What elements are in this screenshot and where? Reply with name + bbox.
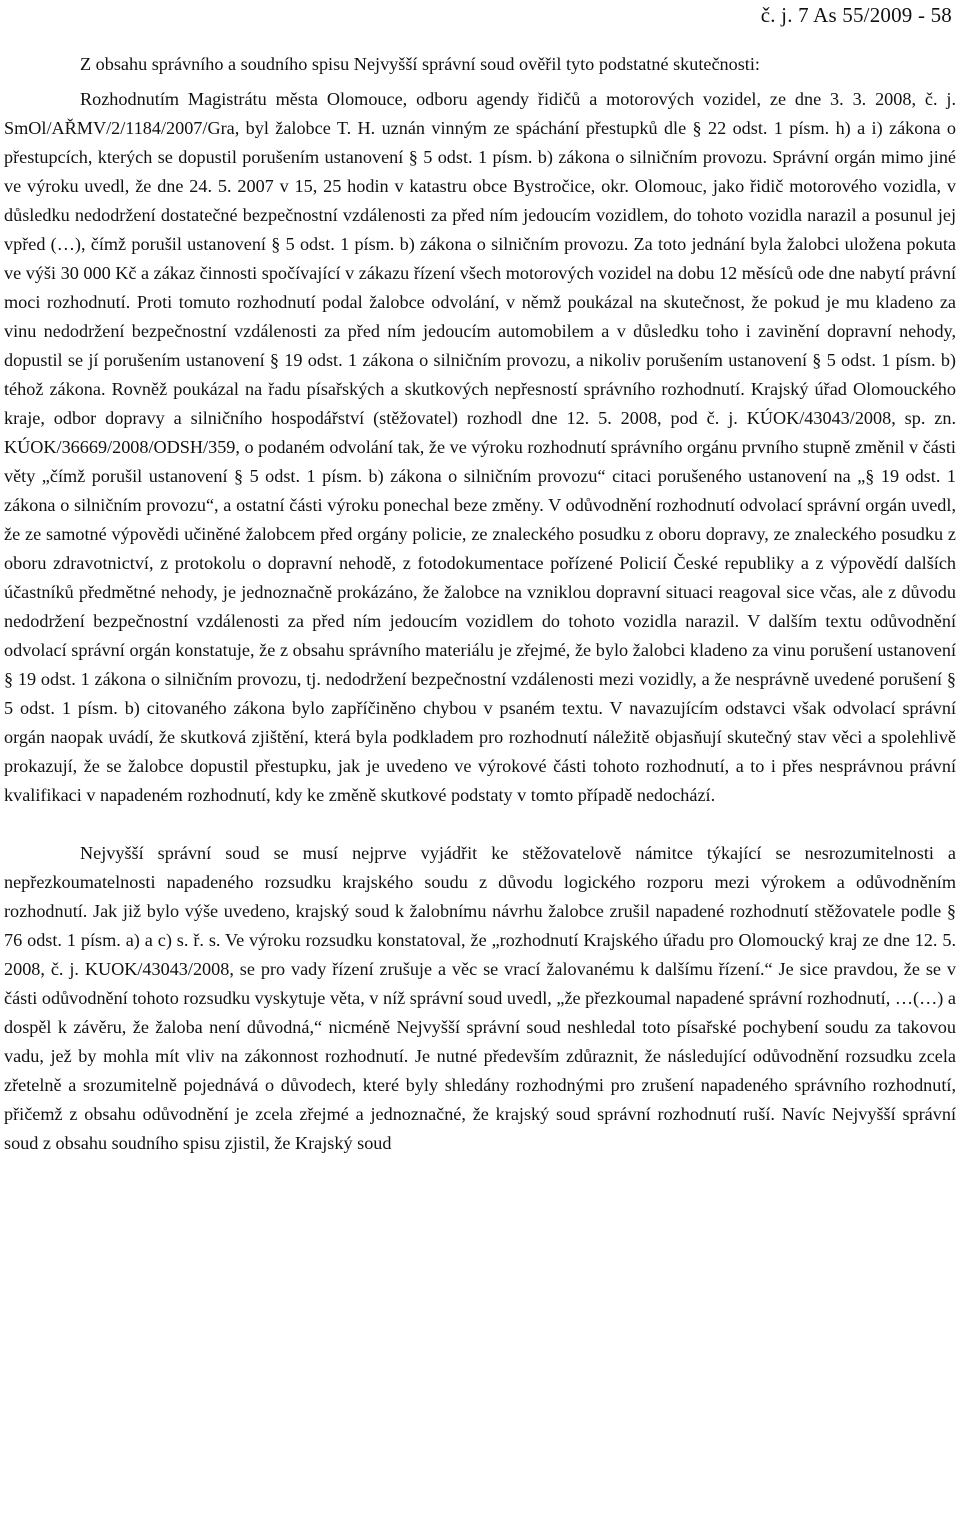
paragraph-facts: Rozhodnutím Magistrátu města Olomouce, odboru agendy řidičů a motorových vozidel, ze dne 3. 3. 2008, č. j. SmOl/AŘMV/2/1184/2007/Gra, byl žalobce T. H. uznán vinným ze spáchání přestupků dle § 22 odst. 1 písm. h) a i) zákona o přestupcích, kterých se dopustil porušením ustanovení § 5 odst. 1 písm. b) zákona o silničním provozu. Správní orgán mimo jiné ve výroku uvedl, že dne 24. 5. 2007 v 15, 25 hodin v katastru obce Bystročice, okr. Olomouc, jako řidič motorového vozidla, v důsledku nedodržení dostatečné bezpečnostní vzdálenosti za před ním jedoucím vozidlem, do tohoto vozidla narazil a posunul jej vpřed (…), čímž porušil ustanovení § 5 odst. 1 písm. b) zákona o silničním provozu. Za toto jednání byla žalobci uložena pokuta ve výši 30 000 Kč a zákaz činnosti spočívající v zákazu řízení všech motorových vozidel na dobu 12 měsíců ode dne nabytí právní moci rozhodnutí. Proti tomuto rozhodnutí podal žalobce odvolání, v němž poukázal na skutečnost, že pokud je mu kladeno za vinu nedodržení bezpečnostní vzdálenosti za před ním jedoucím automobilem a v důsledku toho i zavinění dopravní nehody, dopustil se jí porušením ustanovení § 19 odst. 1 zákona o silničním provozu, a nikoliv porušením ustanovení § 5 odst. 1 písm. b) téhož zákona. Rovněž poukázal na řadu písařských a skutkových nepřesností správního rozhodnutí. Krajský úřad Olomouckého kraje, odbor dopravy a silničního hospodářství (stěžovatel) rozhodl dne 12. 5. 2008, pod č. j. KÚOK/43043/2008, sp. zn. KÚOK/36669/2008/ODSH/359, o podaném odvolání tak, že ve výroku rozhodnutí správního orgánu prvního stupně změnil v části věty „čímž porušil ustanovení § 5 odst. 1 písm. b) zákona o silničním provozu“ citaci porušeného ustanovení na „§ 19 odst. 1 zákona o silničním provozu“, a ostatní části výroku ponechal beze změny. V odůvodnění rozhodnutí odvolací správní orgán uvedl, že ze samotné výpovědi učiněné žalobcem před orgány policie, ze znaleckého posudku z oboru dopravy, ze znaleckého posudku z oboru zdravotnictví, z protokolu o dopravní nehodě, z fotodokumentace pořízené Policií České republiky a z výpovědí dalších účastníků předmětné nehody, je jednoznačně prokázáno, že žalobce na vzniklou dopravní situaci reagoval sice včas, ale z důvodu nedodržení bezpečnostní vzdálenosti za před ním jedoucím vozidlem do tohoto vozidla narazil. V dalším textu odůvodnění odvolací správní orgán konstatuje, že z obsahu správního materiálu je zřejmé, že bylo žalobci kladeno za vinu porušení ustanovení § 19 odst. 1 zákona o silničním provozu, tj. nedodržení bezpečnostní vzdálenosti mezi vozidly, a že nesprávně uvedené porušení § 5 odst. 1 písm. b) citovaného zákona bylo zapříčiněno chybou v psaném textu. V navazujícím odstavci však odvolací správní orgán naopak uvádí, že skutková zjištění, která byla podkladem pro rozhodnutí náležitě objasňují skutečný stav věci a spolehlivě prokazují, že se žalobce dopustil přestupku, jak je uvedeno ve výrokové části tohoto rozhodnutí, a to i přes nesprávnou právní kvalifikaci v napadeném rozhodnutí, kdy ke změně skutkové podstaty v tomto případě nedochází. [4,89,956,805]
paragraph-court-assessment: Nejvyšší správní soud se musí nejprve vyjádřit ke stěžovatelově námitce týkající se nesrozumitelnosti a nepřezkoumatelnosti napadeného rozsudku krajského soudu z důvodu logického rozporu mezi výrokem a odůvodněním rozhodnutí. Jak již bylo výše uvedeno, krajský soud k žalobnímu návrhu žalobce zrušil napadené rozhodnutí stěžovatele podle § 76 odst. 1 písm. a) a c) s. ř. s. Ve výroku rozsudku konstatoval, že „rozhodnutí Krajského úřadu pro Olomoucký kraj ze dne 12. 5. 2008, č. j. KUOK/43043/2008, se pro vady řízení zrušuje a věc se vrací žalovanému k dalšímu řízení.“ Je sice pravdou, že se v části odůvodnění tohoto rozsudku vyskytuje věta, v níž správní soud uvedl, „že přezkoumal napadené správní rozhodnutí, …(…) a dospěl k závěru, že žaloba není důvodná,“ nicméně Nejvyšší správní soud neshledal toto písařské pochybení soudu za takovou vadu, jež by mohla mít vliv na zákonnost rozhodnutí. Je nutné především zdůraznit, že následující odůvodnění rozsudku zcela zřetelně a srozumitelně pojednává o důvodech, které byly shledány rozhodnými pro zrušení napadeného správního rozhodnutí, přičemž z obsahu odůvodnění je zcela zřejmé a jednoznačné, že krajský soud správní rozhodnutí ruší. Navíc Nejvyšší správní soud z obsahu soudního spisu zjistil, že Krajský soud [4,843,956,1153]
document-body [4,50,956,1158]
paragraph-intro: Z obsahu správního a soudního spisu Nejvyšší správní soud ověřil tyto podstatné skutečnosti: [80,54,760,74]
case-number: č. j. 7 As 55/2009 - 58 [760,3,952,27]
